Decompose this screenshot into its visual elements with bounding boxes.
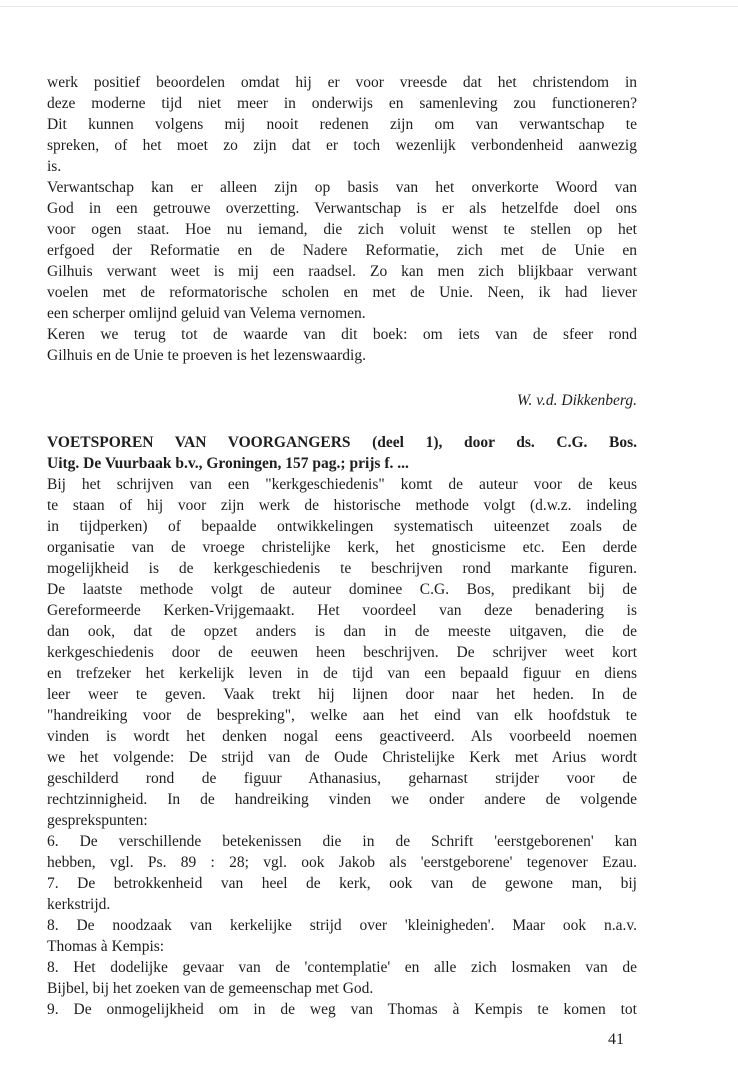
text-line: Gilhuis verwant weet is mij een raadsel. Zo kan men zich blijkbaar verwant (47, 263, 637, 280)
text-line: leer weer te geven. Vaak trekt hij lijnen door naar het heden. In de (47, 686, 637, 703)
text-line: in tijdperken) of bepaalde ontwikkelingen systematisch uiteenzet zoals de (47, 518, 637, 535)
text-line: we het volgende: De strijd van de Oude Christelijke Kerk met Arius wordt (47, 749, 637, 766)
text-line: organisatie van de vroege christelijke kerk, het gnosticisme etc. Een derde (47, 539, 637, 556)
list-item: kerkstrijd. (47, 896, 111, 913)
text-line: een scherper omlijnd geluid van Velema vernomen. (47, 305, 366, 322)
review-heading: VOETSPOREN VAN VOORGANGERS (deel 1), door ds. C.G. Bos. (47, 434, 637, 451)
list-item: hebben, vgl. Ps. 89 : 28; vgl. ook Jakob als 'eerstgeborene' tegenover Ezau. (47, 854, 637, 871)
list-item: Thomas à Kempis: (47, 938, 165, 955)
text-line: geschilderd rond de figuur Athanasius, geharnast strijder voor de (47, 770, 637, 787)
text-line: "handreiking voor de bespreking", welke aan het eind van elk hoofdstuk te (47, 707, 637, 724)
text-line: mogelijkheid is de kerkgeschiedenis te beschrijven rond markante figuren. (47, 560, 637, 577)
text-line: erfgoed der Reformatie en de Nadere Reformatie, zich met de Unie en (47, 242, 637, 259)
list-item: Bijbel, bij het zoeken van de gemeenschap met God. (47, 980, 374, 997)
list-item: 8. De noodzaak van kerkelijke strijd over 'kleinigheden'. Maar ook n.a.v. (47, 917, 637, 934)
text-line: Verwantschap kan er alleen zijn op basis van het onverkorte Woord van (47, 179, 637, 196)
text-line: Dit kunnen volgens mij nooit redenen zijn om van verwantschap te (47, 116, 637, 133)
list-item: 9. De onmogelijkheid om in de weg van Thomas à Kempis te komen tot (47, 1001, 637, 1018)
text-line: kerkgeschiedenis door de eeuwen heen beschrijven. De schrijver weet kort (47, 644, 637, 661)
author-signature: W. v.d. Dikkenberg. (517, 392, 637, 409)
text-line: werk positief beoordelen omdat hij er voor vreesde dat het christendom in (47, 74, 637, 91)
text-line: God in een getrouwe overzetting. Verwantschap is er als hetzelfde doel ons (47, 200, 637, 217)
text-line: spreken, of het moet zo zijn dat er toch wezenlijk verbondenheid aanwezig (47, 137, 637, 154)
list-item: 6. De verschillende betekenissen die in de Schrift 'eerstgeborenen' kan (47, 833, 637, 850)
text-line: rechtzinnigheid. In de handreiking vinden we onder andere de volgende (47, 791, 637, 808)
text-line: deze moderne tijd niet meer in onderwijs en samenleving zou functioneren? (47, 95, 637, 112)
text-line: en trefzeker het kerkelijk leven in de tijd van een bepaald figuur en diens (47, 665, 637, 682)
text-line: is. (47, 158, 62, 175)
text-line: voelen met de reformatorische scholen en met de Unie. Neen, ik had liever (47, 284, 637, 301)
text-line: te staan of hij voor zijn werk de historische methode volgt (d.w.z. indeling (47, 497, 637, 514)
text-line: Bij het schrijven van een "kerkgeschiedenis" komt de auteur voor de keus (47, 476, 637, 493)
text-line: vinden is wordt het denken nogal eens geactiveerd. Als voorbeeld noemen (47, 728, 637, 745)
text-line: Gilhuis en de Unie te proeven is het lezenswaardig. (47, 347, 366, 364)
text-line: Gereformeerde Kerken-Vrijgemaakt. Het voordeel van deze benadering is (47, 602, 637, 619)
text-line: De laatste methode volgt de auteur dominee C.G. Bos, predikant bij de (47, 581, 637, 598)
text-line: Keren we terug tot de waarde van dit boek: om iets van de sfeer rond (47, 326, 637, 343)
text-line: gesprekspunten: (47, 812, 148, 829)
page-number: 41 (608, 1031, 624, 1048)
list-item: 8. Het dodelijke gevaar van de 'contemplatie' en alle zich losmaken van de (47, 959, 637, 976)
scan-edge (0, 6, 738, 7)
list-item: 7. De betrokkenheid van heel de kerk, ook van de gewone man, bij (47, 875, 637, 892)
text-line: voor ogen staat. Hoe nu iemand, die zich voluit wenst te stellen op het (47, 221, 637, 238)
text-line: dan ook, dat de opzet anders is dan in de meeste uitgaven, die de (47, 623, 637, 640)
review-heading: Uitg. De Vuurbaak b.v., Groningen, 157 pag.; prijs f. ... (47, 455, 409, 472)
